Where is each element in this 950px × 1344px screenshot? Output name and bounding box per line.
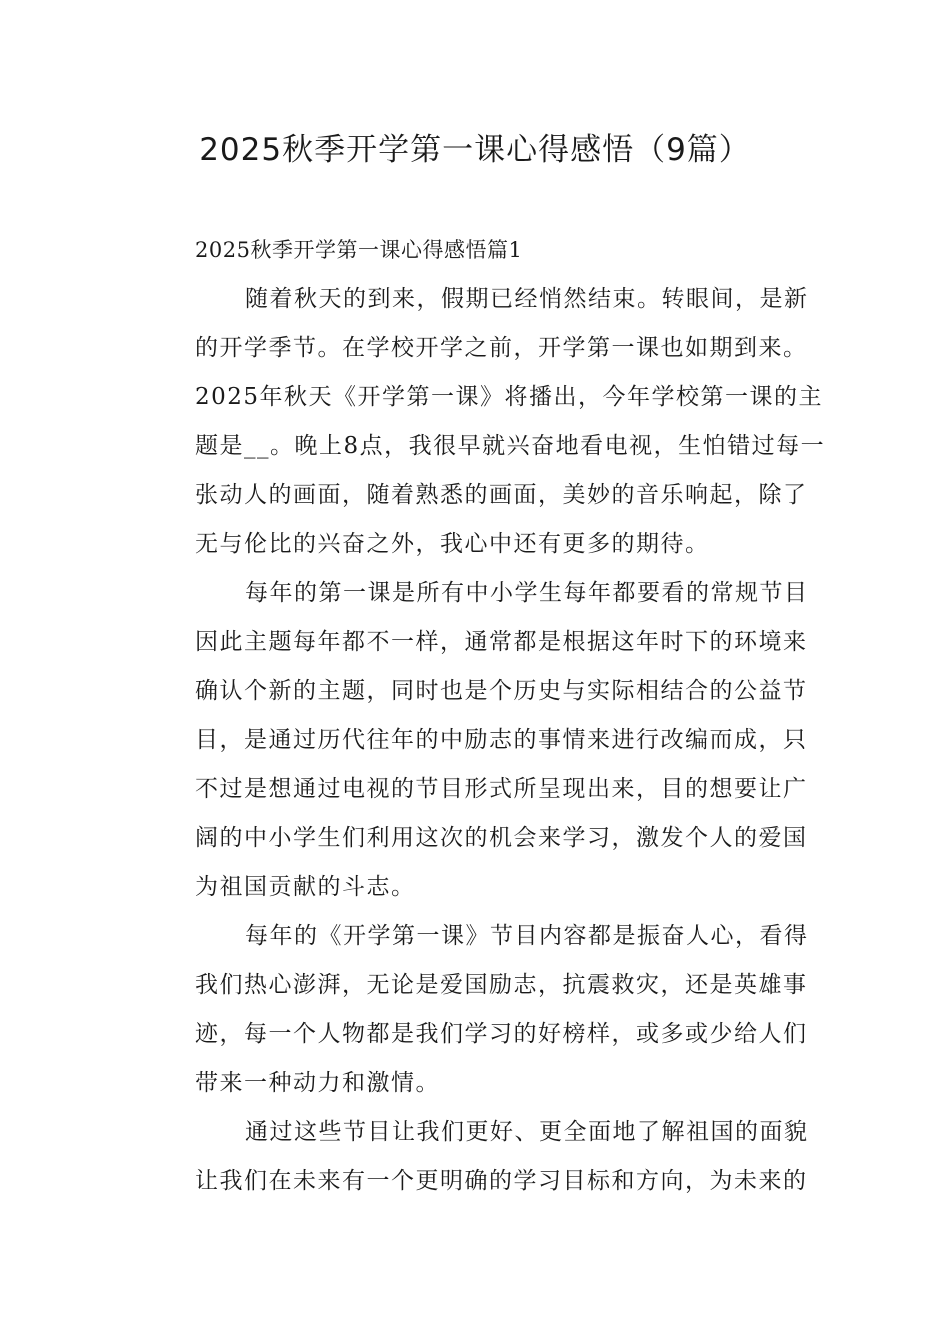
paragraph-2	[145, 569, 810, 912]
text-line: 每年的《开学第一课》节目内容都是振奋人心，看得	[245, 923, 809, 949]
text-line: 2025年秋天《开学第一课》将播出，今年学校第一课的主	[195, 384, 824, 410]
text-line: 带来一种动力和激情。	[195, 1070, 440, 1096]
section-heading: 2025秋季开学第一课心得感悟篇1	[195, 238, 523, 262]
text-line: 因此主题每年都不一样，通常都是根据这年时下的环境来	[195, 629, 808, 655]
paragraph-1	[145, 275, 826, 569]
text-line: 张动人的画面，随着熟悉的画面，美妙的音乐响起，除了	[195, 482, 808, 508]
document-body	[145, 226, 826, 1206]
text-line: 每年的第一课是所有中小学生每年都要看的常规节目	[245, 580, 809, 606]
text-line: 的开学季节。在学校开学之前，开学第一课也如期到来。	[195, 335, 808, 361]
text-line: 通过这些节目让我们更好、更全面地了解祖国的面貌	[245, 1119, 809, 1145]
text-line: 我们热心澎湃，无论是爱国励志，抗震救灾，还是英雄事	[195, 972, 808, 998]
text-line: 确认个新的主题，同时也是个历史与实际相结合的公益节	[195, 678, 808, 704]
paragraph-4	[145, 1108, 810, 1206]
text-line: 无与伦比的兴奋之外，我心中还有更多的期待。	[195, 531, 710, 557]
document-title: 2025秋季开学第一课心得感悟（9篇）	[199, 132, 751, 168]
paragraph-3	[145, 912, 810, 1108]
text-line: 为祖国贡献的斗志。	[195, 874, 416, 900]
text-line: 目，是通过历代往年的中励志的事情来进行改编而成，只	[195, 727, 808, 753]
text-line: 不过是想通过电视的节目形式所呈现出来，目的想要让广	[195, 776, 808, 802]
text-line: 随着秋天的到来，假期已经悄然结束。转眼间，是新	[245, 286, 809, 312]
text-line: 题是__。晚上8点，我很早就兴奋地看电视，生怕错过每一	[195, 433, 826, 459]
text-line: 阔的中小学生们利用这次的机会来学习，激发个人的爱国	[195, 825, 808, 851]
text-line: 让我们在未来有一个更明确的学习目标和方向，为未来的	[195, 1168, 808, 1194]
text-line: 迹，每一个人物都是我们学习的好榜样，或多或少给人们	[195, 1021, 808, 1047]
